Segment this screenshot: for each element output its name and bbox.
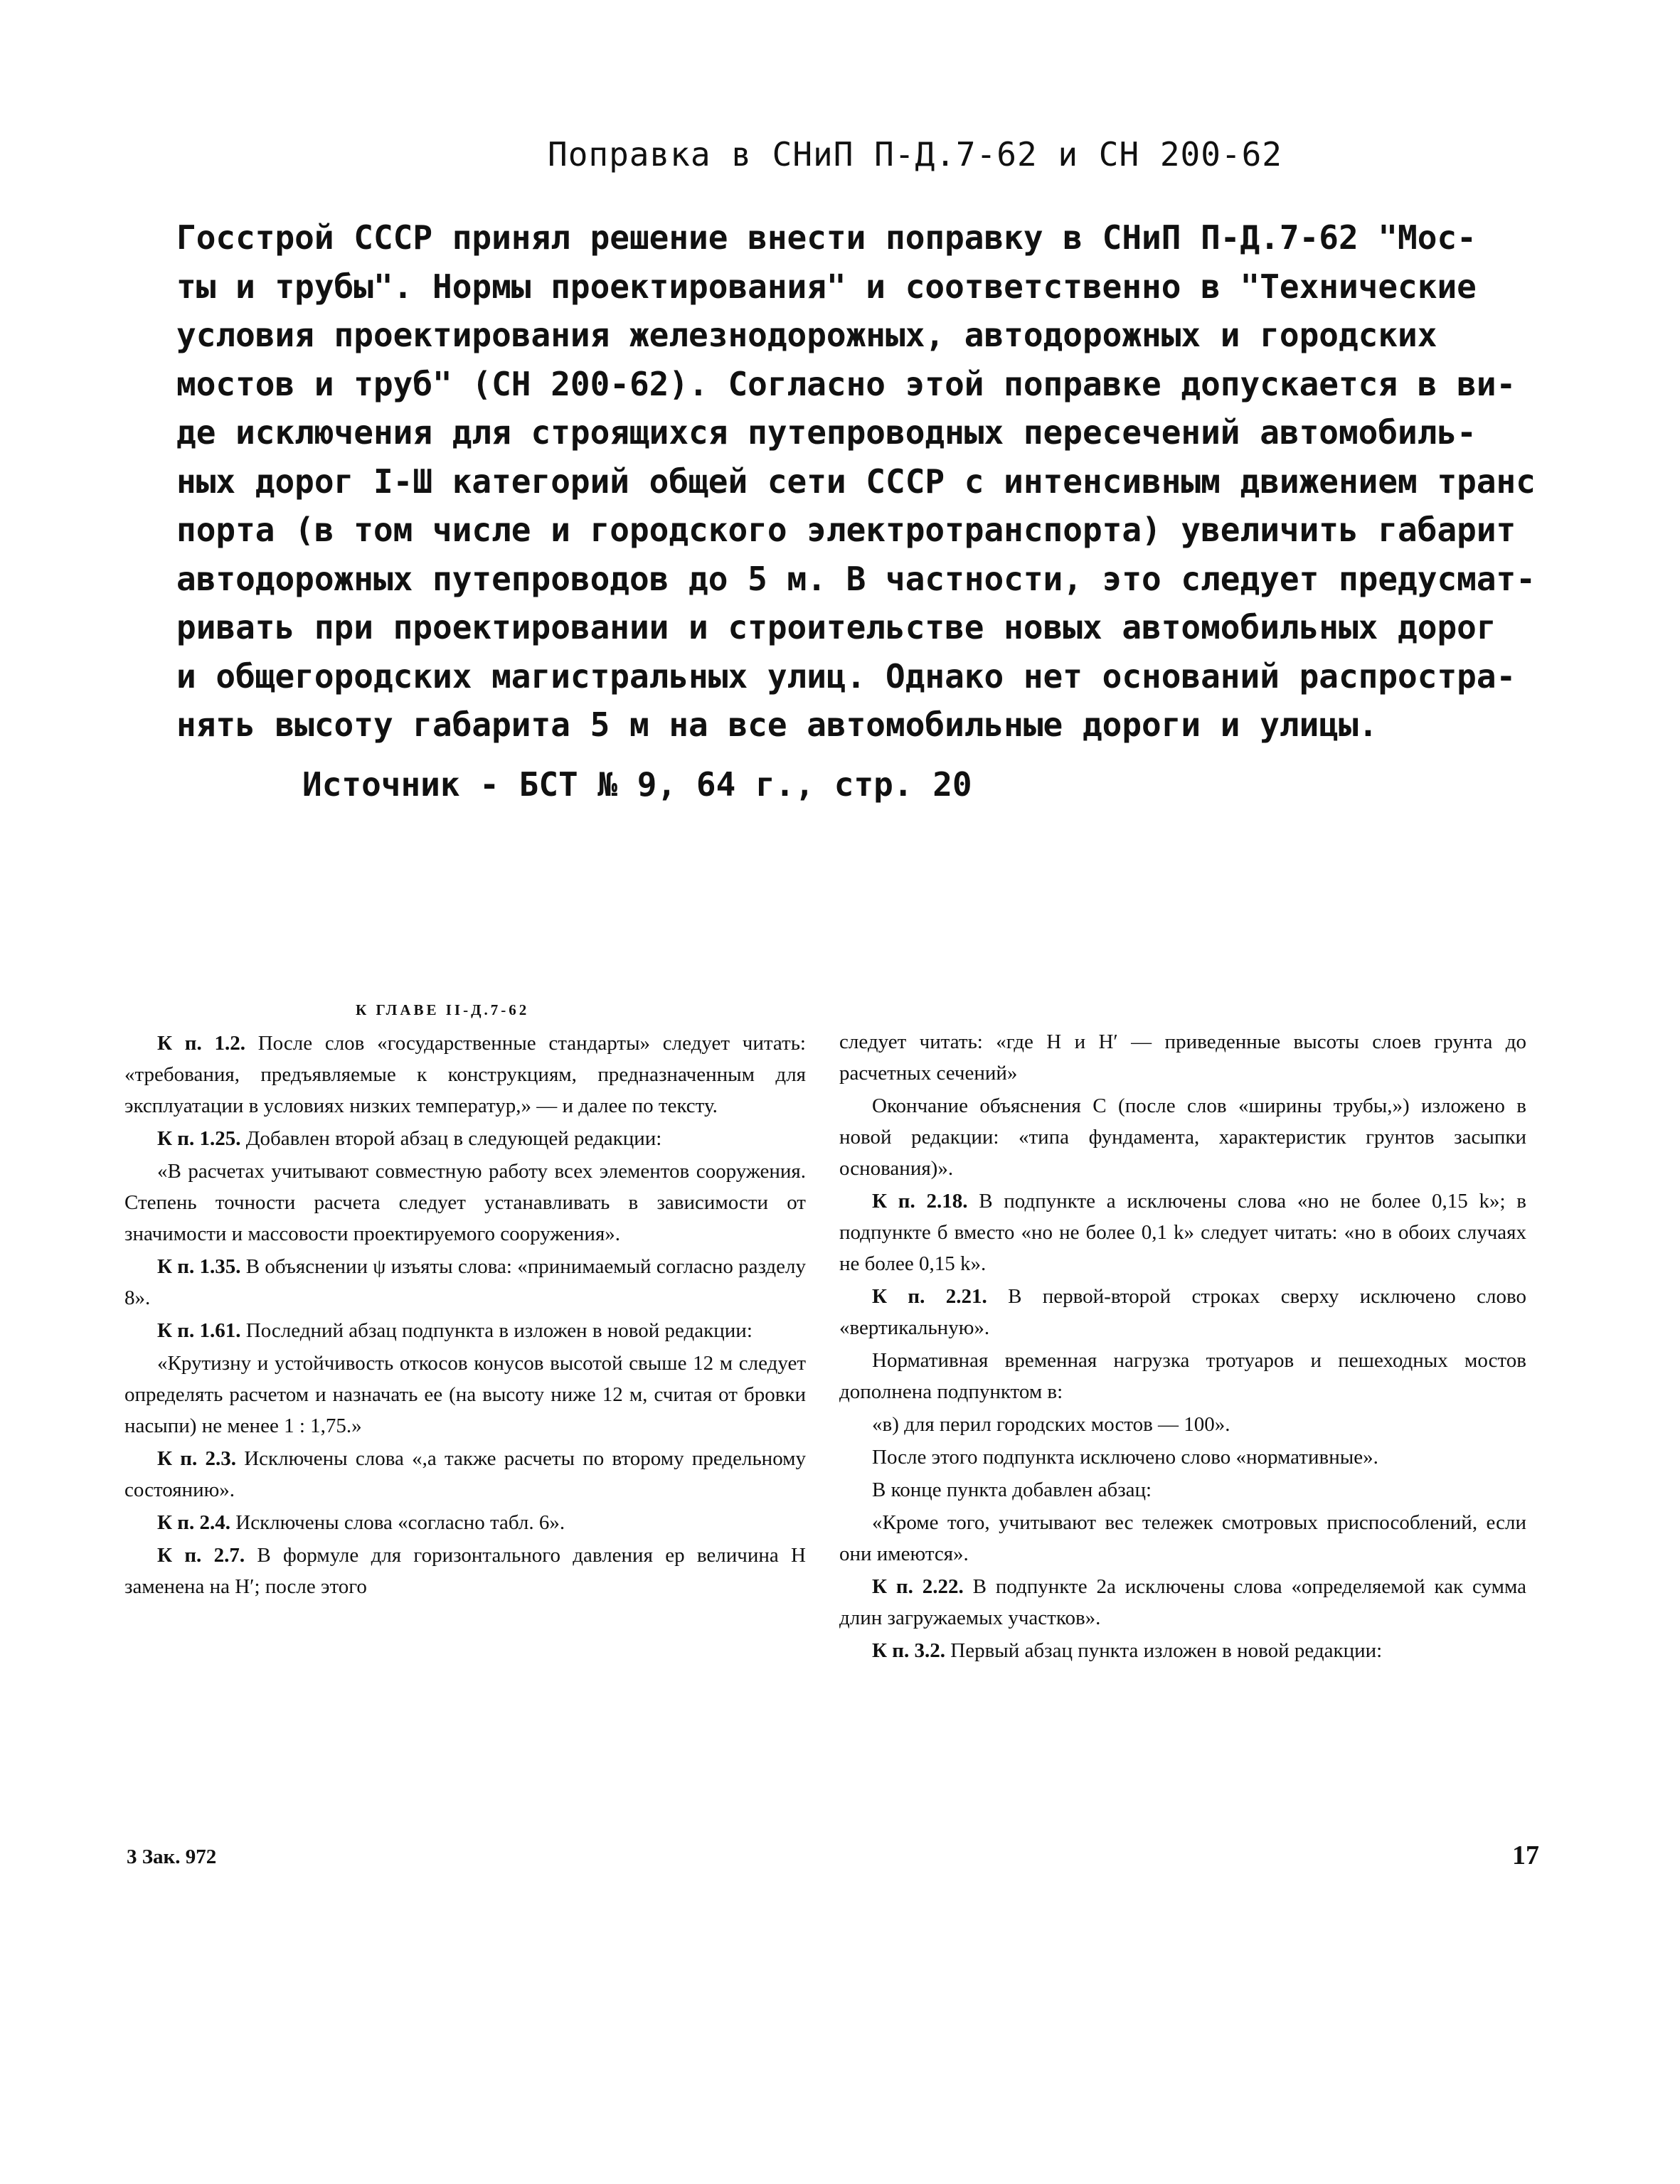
paragraph-text: Окончание объяснения C (после слов «ширины трубы,») изложено в новой редакции: «типа фундамента, характеристик грунтов засыпки основания)». <box>839 1094 1526 1180</box>
paragraph <box>124 1540 806 1602</box>
paragraph <box>124 1315 806 1346</box>
paragraph <box>124 1251 806 1314</box>
paragraph <box>839 1345 1526 1407</box>
notice-body <box>176 213 1613 750</box>
notice-title: Поправка в СНиП П-Д.7-62 и СН 200-62 <box>548 135 1282 174</box>
notice-line: де исключения для строящихся путепроводных пересечений автомобиль- <box>176 413 1477 452</box>
paragraph <box>839 1507 1526 1570</box>
paragraph <box>124 1507 806 1538</box>
paragraph-text: В подпункте а исключены слова «но не более 0,15 k»; в подпункте б вместо «но не более 0,1 k» следует читать: «но в обоих случаях не более 0,15 k». <box>839 1190 1526 1275</box>
paragraph <box>124 1443 806 1506</box>
paragraph-text: «Крутизну и устойчивость откосов конусов высотой свыше 12 м следует определять расчетом и назначать ее (на высоту ниже 12 м, считая от бровки насыпи) не менее 1 : 1,75.» <box>124 1352 806 1437</box>
paragraph-text: Исключены слова «согласно табл. 6». <box>230 1511 565 1534</box>
clause-ref: К п. 1.61. <box>157 1319 241 1342</box>
paragraph <box>839 1026 1526 1089</box>
clause-ref: К п. 2.7. <box>157 1544 245 1567</box>
paragraph-text: «в) для перил городских мостов — 100». <box>872 1413 1230 1436</box>
right-column <box>839 1026 1526 1668</box>
clause-ref: К п. 2.3. <box>157 1447 236 1470</box>
left-column <box>124 1028 806 1604</box>
paragraph-text: В формуле для горизонтального давления eр величина H заменена на H′; после этого <box>124 1544 806 1598</box>
notice-source: Источник - БСТ № 9, 64 г., стр. 20 <box>302 765 972 804</box>
clause-ref: К п. 2.4. <box>157 1511 230 1534</box>
paragraph-text: Исключены слова «,а также расчеты по второму предельному состоянию». <box>124 1447 806 1501</box>
notice-line: и общегородских магистральных улиц. Однако нет оснований распростра- <box>176 656 1516 696</box>
clause-ref: К п. 1.35. <box>157 1255 241 1278</box>
paragraph-text: После слов «государственные стандарты» следует читать: «требования, предъявляемые к конструкциям, предназначенным для эксплуатации в условиях низких температур,» — и далее по тексту. <box>124 1032 806 1117</box>
paragraph-text: Нормативная временная нагрузка тротуаров и пешеходных мостов дополнена подпунктом в: <box>839 1349 1526 1403</box>
notice-line: порта (в том числе и городского электротранспорта) увеличить габарит <box>176 511 1516 549</box>
clause-ref: К п. 2.22. <box>872 1575 964 1598</box>
notice-line: нять высоту габарита 5 м на все автомобильные дороги и улицы. <box>176 705 1378 744</box>
notice-line: автодорожных путепроводов до 5 м. В частности, это следует предусмат- <box>176 559 1536 598</box>
paragraph-text: «Кроме того, учитывают вес тележек смотровых приспособлений, если они имеются». <box>839 1511 1526 1565</box>
paragraph-text: В конце пункта добавлен абзац: <box>872 1479 1152 1501</box>
paragraph-text: В подпункте 2а исключены слова «определяемой как сумма длин загружаемых участков». <box>839 1575 1526 1629</box>
paragraph-text: После этого подпункта исключено слово «нормативные». <box>872 1446 1378 1469</box>
notice-line: ты и трубы". Нормы проектирования" и соответственно в "Технические <box>176 267 1477 306</box>
paragraph-text: Добавлен второй абзац в следующей редакции: <box>240 1127 662 1150</box>
paragraph <box>124 1028 806 1122</box>
paragraph-text: следует читать: «где H и H′ — приведенные высоты слоев грунта до расчетных сечений» <box>839 1030 1526 1085</box>
notice-line: мостов и труб" (СН 200-62). Согласно этой поправке допускается в ви- <box>176 364 1516 403</box>
paragraph-text: В первой-второй строках сверху исключено слово «вертикальную». <box>839 1285 1526 1339</box>
paragraph <box>839 1281 1526 1343</box>
paragraph-text: «В расчетах учитывают совместную работу всех элементов сооружения. Степень точности расчета следует устанавливать в зависимости от значимости и массовости проектируемого сооружения». <box>124 1160 806 1245</box>
paragraph <box>839 1442 1526 1473</box>
paragraph <box>839 1409 1526 1440</box>
chapter-heading: К ГЛАВЕ II-Д.7-62 <box>356 1001 530 1018</box>
clause-ref: К п. 3.2. <box>872 1639 945 1662</box>
notice-line: условия проектирования железнодорожных, автодорожных и городских <box>176 316 1437 354</box>
order-number: 3 Зак. 972 <box>127 1845 217 1868</box>
paragraph <box>124 1156 806 1250</box>
notice-line: ривать при проектировании и строительстве новых автомобильных дорог <box>176 608 1496 646</box>
clause-ref: К п. 2.21. <box>872 1285 987 1308</box>
paragraph <box>124 1348 806 1442</box>
clause-ref: К п. 1.25. <box>157 1127 241 1150</box>
page-number: 17 <box>1512 1841 1539 1870</box>
paragraph <box>839 1090 1526 1184</box>
notice-line: Госстрой СССР принял решение внести поправку в СНиП П-Д.7-62 "Мос- <box>176 218 1477 257</box>
paragraph-text: Последний абзац подпункта в изложен в новой редакции: <box>240 1319 753 1342</box>
clause-ref: К п. 2.18. <box>872 1190 968 1213</box>
notice-line: ных дорог I-Ш категорий общей сети СССР с интенсивным движением транс <box>176 462 1536 501</box>
paragraph-text: В объяснении ψ изъяты слова: «принимаемый согласно разделу 8». <box>124 1255 806 1309</box>
paragraph <box>124 1123 806 1154</box>
paragraph <box>839 1186 1526 1279</box>
paragraph <box>839 1571 1526 1634</box>
paragraph <box>839 1635 1526 1666</box>
paragraph <box>839 1474 1526 1506</box>
clause-ref: К п. 1.2. <box>157 1032 245 1055</box>
paragraph-text: Первый абзац пункта изложен в новой редакции: <box>945 1639 1383 1662</box>
